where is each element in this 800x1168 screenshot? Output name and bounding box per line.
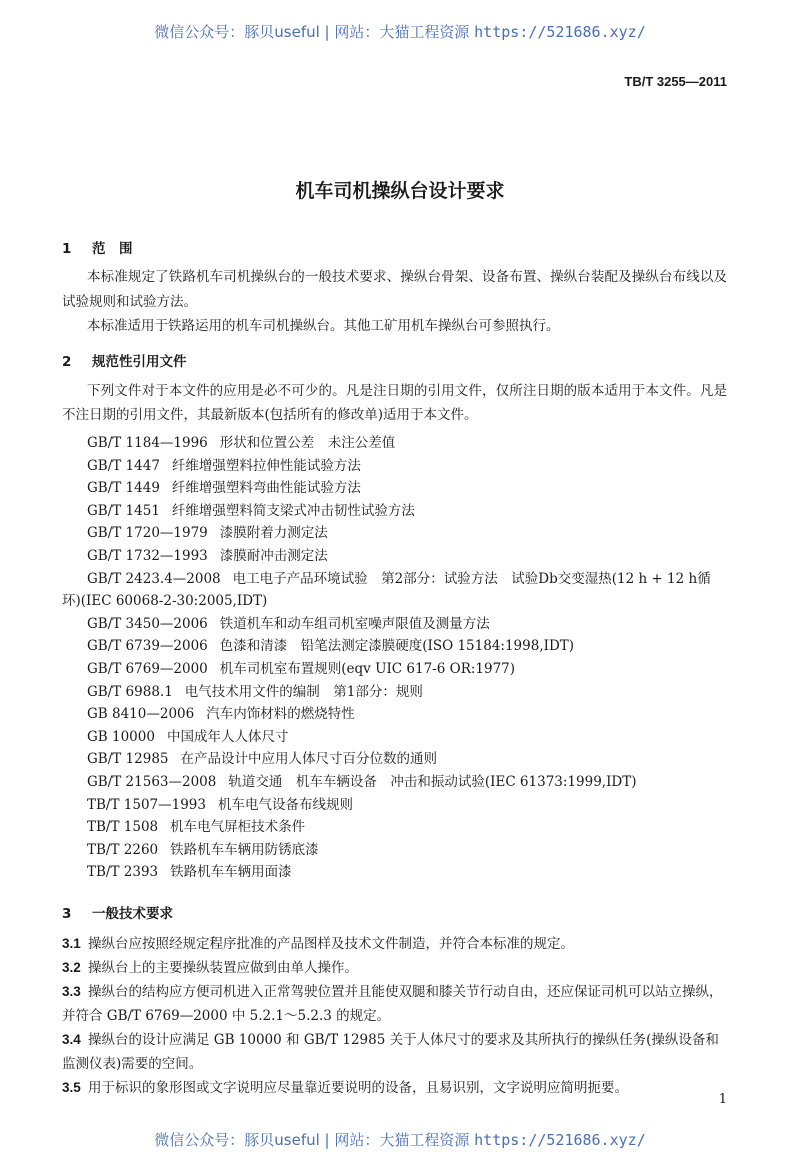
reference-title: 汽车内饰材料的燃烧特性 — [206, 706, 355, 723]
reference-code: GB/T 6988.1 — [87, 683, 173, 700]
clause-number: 3.4 — [62, 1032, 81, 1047]
reference-title: 铁道机车和动车组司机室噪声限值及测量方法 — [219, 615, 490, 632]
watermark-text: 微信公众号：豚贝useful | 网站：大猫工程资源 — [154, 23, 475, 41]
reference-item — [62, 658, 727, 681]
reference-title: 纤维增强塑料简支梁式冲击韧性试验方法 — [171, 502, 415, 519]
reference-code: GB/T 6739—2006 — [87, 638, 208, 655]
reference-code: GB/T 1732—1993 — [87, 547, 208, 564]
section-number: 3 — [62, 906, 72, 922]
paragraph: 本标准适用于铁路运用的机车司机操纵台。其他工矿用机车操纵台可参照执行。 — [87, 318, 560, 334]
reference-item — [62, 703, 727, 726]
reference-title: 铁路机车车辆用面漆 — [170, 864, 292, 881]
reference-title: 中国成年人人体尺寸 — [166, 728, 289, 745]
reference-code: GB/T 3450—2006 — [87, 615, 208, 632]
section-1-body — [62, 265, 727, 339]
reference-item — [62, 545, 727, 568]
reference-list — [62, 432, 727, 884]
clause-number: 3.5 — [62, 1080, 81, 1095]
section-3-heading — [62, 902, 173, 922]
reference-code: TB/T 2393 — [87, 864, 159, 881]
reference-code: GB 8410—2006 — [87, 706, 195, 723]
reference-title: 电气技术用文件的编制 第1部分：规则 — [184, 683, 423, 700]
reference-item — [62, 726, 727, 749]
reference-code: GB 10000 — [87, 728, 155, 745]
clause-text: 操纵台的结构应方便司机进入正常驾驶位置并且能使双腿和膝关节行动自由，还应保证司机可以站立操纵，并符合 GB/T 6769—2000 中 5.2.1～5.2.3 的规定。 — [62, 984, 723, 1024]
reference-code: GB/T 2423.4—2008 — [87, 570, 221, 587]
clause — [62, 956, 727, 980]
reference-code: GB/T 1720—1979 — [87, 525, 208, 542]
document-title: 机车司机操纵台设计要求 — [295, 180, 505, 202]
reference-title: 形状和位置公差 未注公差值 — [219, 435, 396, 451]
clause — [62, 980, 727, 1028]
reference-title: 色漆和清漆 铅笔法测定漆膜硬度(ISO 15184:1998,IDT) — [219, 638, 575, 655]
reference-title: 纤维增强塑料拉伸性能试验方法 — [171, 457, 361, 474]
paragraph: 本标准规定了铁路机车司机操纵台的一般技术要求、操纵台骨架、设备布置、操纵台装配及操纵台布线以及试验规则和试验方法。 — [62, 269, 727, 310]
clause-text: 操纵台应按照经规定程序批准的产品图样及技术文件制造，并符合本标准的规定。 — [88, 936, 574, 952]
reference-item — [62, 794, 727, 817]
reference-title: 机车电气屏柜技术条件 — [170, 819, 306, 836]
reference-code: TB/T 2260 — [87, 841, 159, 858]
reference-code: TB/T 1508 — [87, 819, 159, 836]
reference-code: GB/T 12985 — [87, 751, 169, 768]
clause-list — [62, 932, 727, 1100]
reference-item — [62, 748, 727, 771]
clause-text: 操纵台上的主要操纵装置应做到由单人操作。 — [88, 960, 358, 976]
reference-item — [62, 500, 727, 523]
reference-title: 电工电子产品环境试验 第2部分：试验方法 试验Db交变湿热(12 h + 12 h循环)(IEC 60068-2-30:2005,IDT) — [62, 570, 711, 610]
reference-item — [62, 771, 727, 794]
section-number: 2 — [62, 354, 72, 370]
clause-text: 操纵台的设计应满足 GB 10000 和 GB/T 12985 关于人体尺寸的要求及其所执行的操纵任务(操纵设备和监测仪表)需要的空间。 — [62, 1032, 719, 1072]
reference-title: 漆膜附着力测定法 — [219, 525, 328, 542]
section-title: 规范性引用文件 — [92, 354, 187, 370]
reference-code: GB/T 1451 — [87, 502, 160, 519]
reference-item — [62, 613, 727, 636]
clause — [62, 932, 727, 956]
reference-item — [62, 861, 727, 884]
reference-item — [62, 681, 727, 704]
reference-title: 纤维增强塑料弯曲性能试验方法 — [171, 480, 361, 497]
reference-title: 轨道交通 机车车辆设备 冲击和振动试验(IEC 61373:1999,IDT) — [228, 773, 637, 790]
reference-item — [62, 816, 727, 839]
reference-item — [62, 477, 727, 500]
reference-code: GB/T 1447 — [87, 457, 160, 474]
reference-title: 漆膜耐冲击测定法 — [219, 547, 328, 564]
clause-number: 3.3 — [62, 984, 81, 999]
clause — [62, 1028, 727, 1076]
watermark-top — [0, 21, 800, 42]
clause-number: 3.1 — [62, 936, 81, 951]
page-number: 1 — [718, 1092, 727, 1107]
reference-item — [62, 455, 727, 478]
reference-title: 机车电气设备布线规则 — [217, 796, 353, 813]
section-1-heading — [62, 237, 133, 257]
watermark-url: https://521686.xyz/ — [474, 23, 646, 41]
reference-code: GB/T 1449 — [87, 480, 160, 497]
watermark-text: 微信公众号：豚贝useful | 网站：大猫工程资源 — [154, 1131, 475, 1149]
clause — [62, 1076, 727, 1100]
clause-number: 3.2 — [62, 960, 81, 975]
reference-item — [62, 839, 727, 862]
watermark-bottom — [0, 1129, 800, 1150]
reference-title: 铁路机车车辆用防锈底漆 — [170, 841, 319, 858]
section-2-intro — [62, 379, 727, 427]
section-2-heading — [62, 350, 187, 370]
watermark-url: https://521686.xyz/ — [474, 1131, 646, 1149]
reference-title: 在产品设计中应用人体尺寸百分位数的通则 — [180, 751, 437, 768]
reference-item — [62, 635, 727, 658]
reference-code: GB/T 6769—2000 — [87, 660, 208, 677]
reference-code: GB/T 21563—2008 — [87, 773, 217, 790]
paragraph: 下列文件对于本文件的应用是必不可少的。凡是注日期的引用文件，仅所注日期的版本适用于本文件。凡是不注日期的引用文件，其最新版本(包括所有的修改单)适用于本文件。 — [62, 383, 727, 423]
section-title: 范 围 — [92, 241, 133, 257]
standard-code: TB/T 3255—2011 — [624, 74, 727, 89]
reference-item — [62, 522, 727, 545]
reference-code: TB/T 1507—1993 — [87, 796, 206, 813]
section-title: 一般技术要求 — [92, 906, 173, 922]
reference-title: 机车司机室布置规则(eqv UIC 617-6 OR:1977) — [219, 660, 516, 677]
clause-text: 用于标识的象形图或文字说明应尽量靠近要说明的设备，且易识别，文字说明应简明扼要。 — [88, 1080, 628, 1096]
section-number: 1 — [62, 241, 72, 257]
reference-item — [62, 568, 727, 613]
reference-code: GB/T 1184—1996 — [87, 435, 208, 451]
reference-item — [62, 432, 727, 455]
